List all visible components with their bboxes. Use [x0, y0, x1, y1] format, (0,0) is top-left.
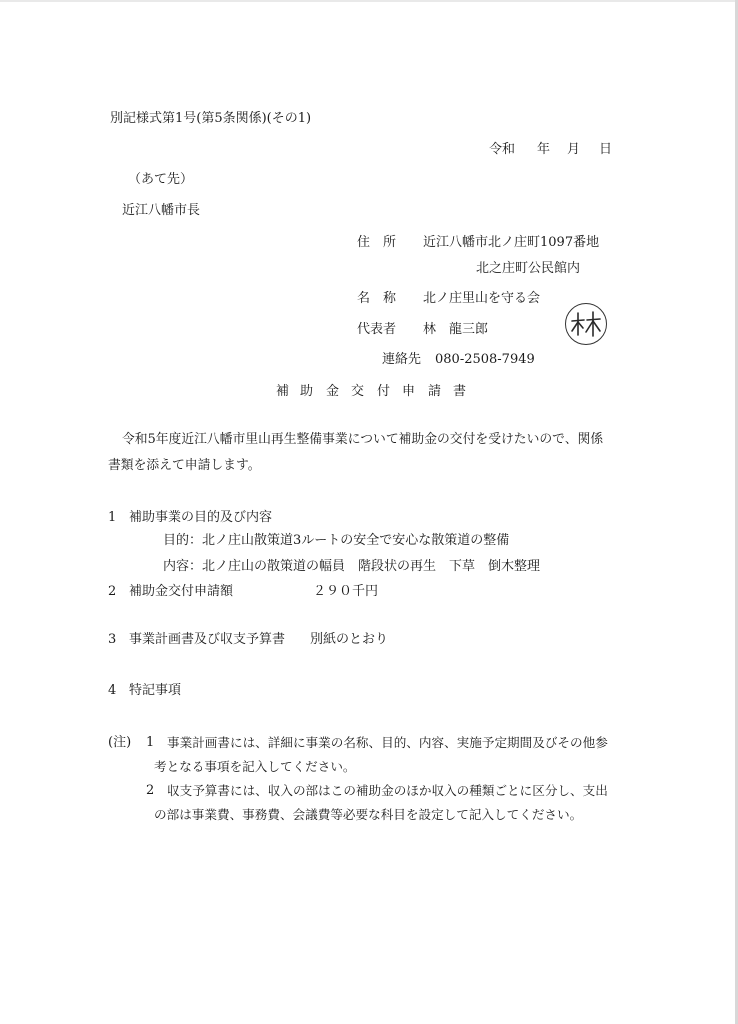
item-1-number: 1 — [108, 510, 117, 525]
title-char: 申 — [402, 384, 416, 399]
note-1-line-1: 事業計画書には、詳細に事業の名称、目的、内容、実施予定期間及びその他参 — [167, 735, 608, 750]
item-4-label: 特記事項 — [129, 683, 182, 698]
contact-number: 080-2508-7949 — [435, 352, 535, 367]
addressee-label: （あて先） — [128, 172, 194, 187]
notes-prefix: (注) — [108, 735, 132, 750]
item-1-purpose: 目的：北ノ庄山散策道3ルートの安全で安心な散策道の整備 — [163, 533, 510, 548]
item-2-number: 2 — [108, 584, 117, 599]
title-char: 助 — [300, 384, 314, 399]
note-2-line-2: の部は事業費、事務費、会議費等必要な科目を設定して記入してください。 — [154, 807, 583, 822]
item-1-label: 補助事業の目的及び内容 — [129, 510, 273, 525]
addressee: 近江八幡市長 — [122, 203, 201, 218]
item-3-number: 3 — [108, 632, 117, 647]
address-line1: 近江八幡市北ノ庄町1097番地 — [423, 235, 600, 250]
intro-line-2: 書類を添えて申請します。 — [108, 458, 261, 473]
representative-label: 代表者 — [357, 322, 397, 337]
intro-line-1: 令和5年度近江八幡市里山再生整備事業について補助金の交付を受けたいので、関係 — [122, 432, 604, 447]
note-2-number: 2 — [146, 783, 155, 798]
title-char: 金 — [326, 384, 340, 399]
date-month: 月 — [567, 142, 581, 157]
date-year: 年 — [537, 142, 551, 157]
title-char: 付 — [377, 384, 391, 399]
date-day: 日 — [599, 142, 613, 157]
seal-glyph-icon — [566, 304, 606, 344]
title-char: 補 — [276, 384, 290, 399]
scan-edge-top — [0, 0, 738, 2]
note-1-line-2: 考となる事項を記入してください。 — [154, 759, 356, 774]
date-era: 令和 — [489, 142, 516, 157]
note-1-number: 1 — [146, 735, 155, 750]
item-2-value: ２９０千円 — [313, 584, 379, 599]
personal-seal — [565, 303, 607, 345]
item-2-label: 補助金交付申請額 — [129, 584, 234, 599]
form-label: 別記様式第1号(第5条関係)(その1) — [110, 111, 312, 126]
note-2-line-1: 収支予算書には、収入の部はこの補助金のほか収入の種類ごとに区分し、支出 — [167, 783, 608, 798]
representative-name: 林 龍三郎 — [423, 322, 489, 337]
title-char: 交 — [351, 384, 365, 399]
organization-name: 北ノ庄里山を守る会 — [423, 291, 541, 306]
item-4-number: 4 — [108, 683, 117, 698]
title-char: 請 — [428, 384, 442, 399]
address-label: 住 所 — [357, 235, 397, 250]
name-label: 名 称 — [357, 291, 397, 306]
item-3-label: 事業計画書及び収支予算書 — [129, 632, 286, 647]
contact-label: 連絡先 — [382, 352, 422, 367]
address-line2: 北之庄町公民館内 — [476, 261, 581, 276]
item-1-content: 内容：北ノ庄山の散策道の幅員 階段状の再生 下草 倒木整理 — [163, 559, 541, 574]
title-char: 書 — [453, 384, 467, 399]
item-3-value: 別紙のとおり — [310, 632, 389, 647]
